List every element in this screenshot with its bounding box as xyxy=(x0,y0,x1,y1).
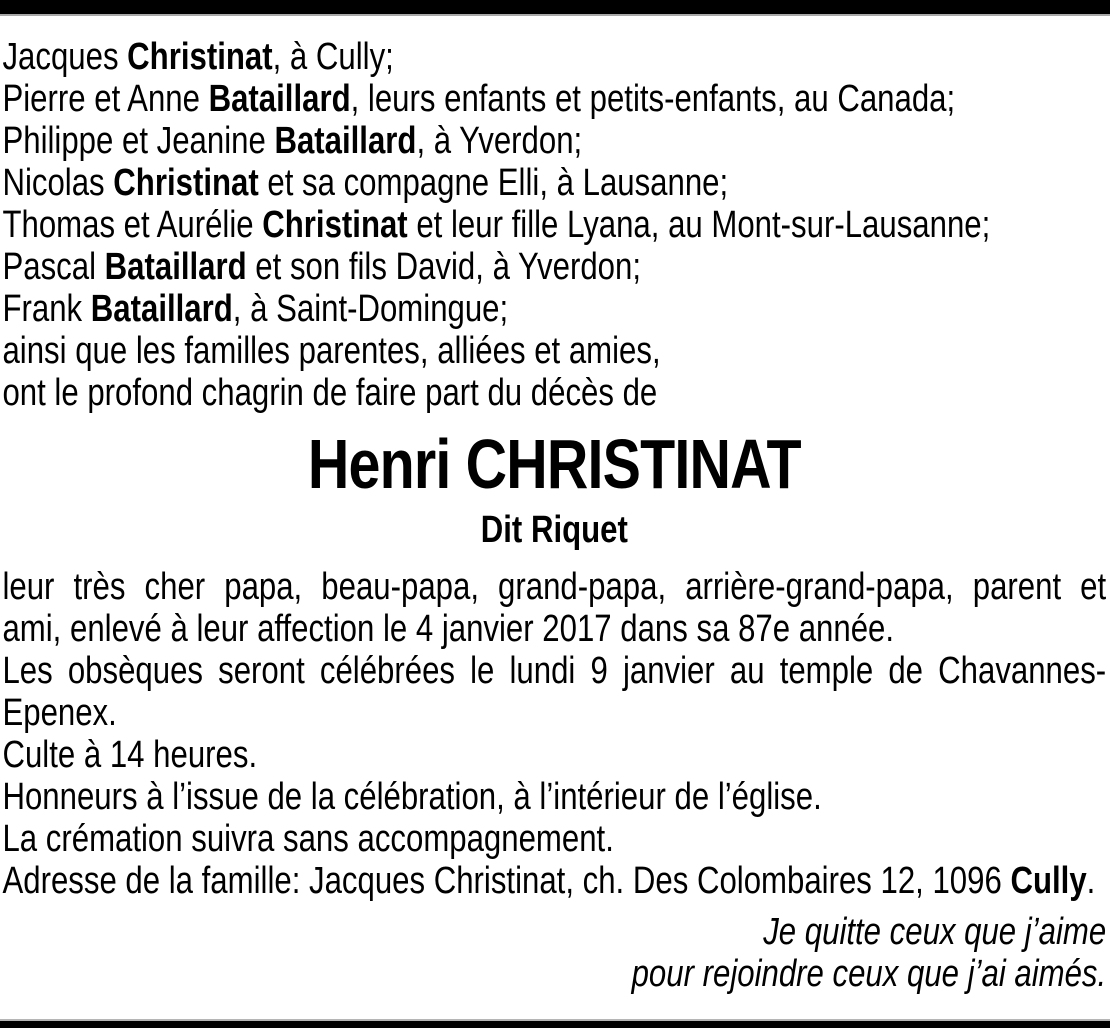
text-segment: et son fils David, à Yverdon; xyxy=(246,246,641,288)
body-line-7 xyxy=(2,818,1106,860)
quote-line-2: pour rejoindre ceux que j’ai aimés. xyxy=(631,953,1107,995)
deceased-nickname: Dit Riquet xyxy=(480,509,628,551)
text-segment: , leurs enfants et petits-enfants, au Canada; xyxy=(350,78,956,120)
text-segment: Nicolas xyxy=(2,162,114,204)
notice-content xyxy=(0,16,1110,995)
text-segment: Adresse de la famille: Jacques Christinat, ch. Des Colombaires 12, 1096 xyxy=(2,860,1011,902)
text-segment: . xyxy=(1086,860,1096,902)
family-line-4 xyxy=(2,162,1106,204)
text-segment: Philippe et Jeanine xyxy=(2,120,275,162)
text-segment: Les obsèques seront célébrées le lundi 9 janvier au temple de Chavannes- xyxy=(2,650,1107,692)
name-bold: Bataillard xyxy=(208,78,351,120)
family-line-1 xyxy=(2,36,1106,78)
text-segment: ainsi que les familles parentes, alliées et amies, xyxy=(2,330,661,372)
family-line-9 xyxy=(2,372,1106,414)
family-list xyxy=(2,36,1106,414)
name-bold: Christinat xyxy=(113,162,259,204)
name-bold: Cully xyxy=(1010,860,1087,902)
text-segment: ami, enlevé à leur affection le 4 janvier 2017 dans sa 87e année. xyxy=(2,608,895,650)
memorial-quote xyxy=(2,911,1106,995)
bottom-rule xyxy=(0,1019,1110,1028)
text-segment: et leur fille Lyana, au Mont-sur-Lausanne; xyxy=(407,204,991,246)
text-segment: Thomas et Aurélie xyxy=(2,204,263,246)
quote-line-1: Je quitte ceux que j’aime xyxy=(763,911,1107,953)
name-bold: Christinat xyxy=(262,204,408,246)
text-segment: , à Cully; xyxy=(272,36,394,78)
text-segment: Pascal xyxy=(2,246,105,288)
body-line-2 xyxy=(2,608,1106,650)
text-segment: , à Yverdon; xyxy=(416,120,583,162)
text-segment: La crémation suivra sans accompagnement. xyxy=(2,818,614,860)
body-line-8 xyxy=(2,860,1106,902)
text-segment: leur très cher papa, beau-papa, grand-papa, arrière-grand-papa, parent et xyxy=(2,566,1107,608)
text-segment: Culte à 14 heures. xyxy=(2,734,258,776)
body-line-1 xyxy=(2,566,1106,608)
family-line-2 xyxy=(2,78,1106,120)
body-line-4 xyxy=(2,692,1106,734)
family-line-5 xyxy=(2,204,1106,246)
text-segment: Frank xyxy=(2,288,91,330)
text-segment: Honneurs à l’issue de la célébration, à l’intérieur de l’église. xyxy=(2,776,822,818)
family-line-8 xyxy=(2,330,1106,372)
name-bold: Bataillard xyxy=(90,288,233,330)
name-bold: Bataillard xyxy=(274,120,417,162)
text-segment: et sa compagne Elli, à Lausanne; xyxy=(258,162,729,204)
text-segment: , à Saint-Domingue; xyxy=(232,288,509,330)
top-rule xyxy=(0,0,1110,16)
text-segment: Jacques xyxy=(2,36,128,78)
family-line-6 xyxy=(2,246,1106,288)
family-line-7 xyxy=(2,288,1106,330)
text-segment: ont le profond chagrin de faire part du décès de xyxy=(2,372,658,414)
notice-details xyxy=(2,566,1106,902)
deceased-name: Henri CHRISTINAT xyxy=(307,425,801,503)
name-bold: Christinat xyxy=(127,36,273,78)
body-line-6 xyxy=(2,776,1106,818)
family-line-3 xyxy=(2,120,1106,162)
name-bold: Bataillard xyxy=(104,246,247,288)
text-segment: Epenex. xyxy=(2,692,117,734)
text-segment: Pierre et Anne xyxy=(2,78,209,120)
body-line-5 xyxy=(2,734,1106,776)
body-line-3 xyxy=(2,650,1106,692)
